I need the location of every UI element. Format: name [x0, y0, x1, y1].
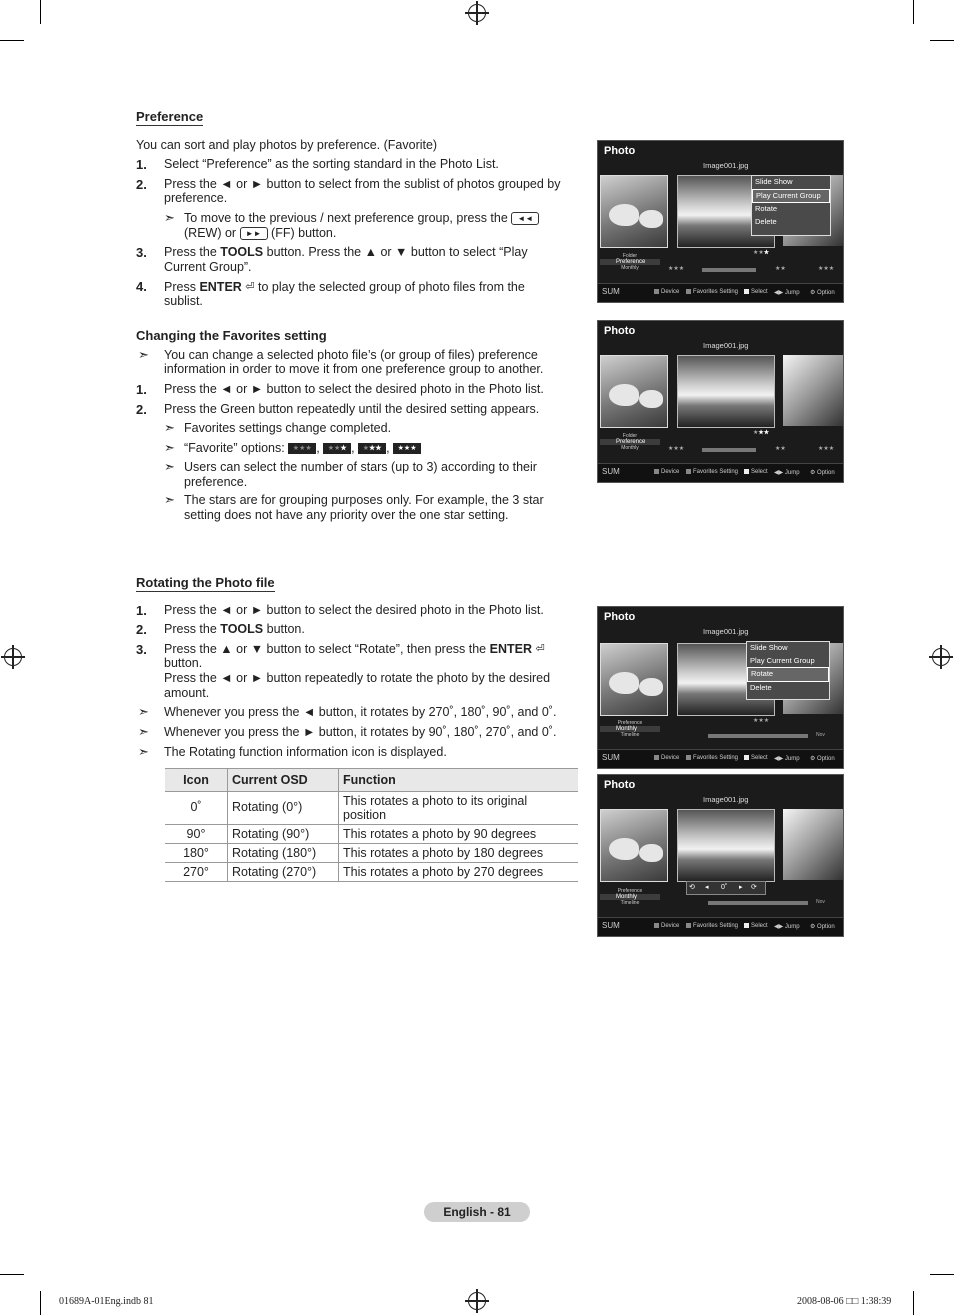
registration-mark-icon: [932, 648, 950, 666]
crop-mark: [930, 1274, 954, 1275]
favorites-sub-3: Users can select the number of stars (up to 3) according to their: [184, 460, 537, 474]
sort-list: Folder Preference Monthly: [600, 253, 660, 271]
step-number: 1.: [136, 603, 147, 618]
table-cell: 270°: [165, 863, 228, 882]
step-number: 1.: [136, 382, 147, 397]
star-rating-icon: ★★★: [753, 250, 770, 256]
stars-2-icon: ★★★: [358, 443, 386, 454]
group-slider[interactable]: [702, 268, 756, 272]
star-rating-icon: ★★★: [753, 718, 770, 724]
tools-popup-menu[interactable]: [746, 641, 830, 700]
preference-step-2-cont: preference.: [164, 191, 228, 205]
rotating-note-2: Whenever you press the ► button, it rotates by 90˚, 180˚, 270˚, and 0˚.: [164, 725, 557, 739]
table-header-row: [165, 769, 578, 792]
table-row: [165, 792, 578, 825]
photo-preview: [677, 355, 775, 428]
rotating-step-3-cont3: amount.: [164, 686, 210, 700]
preference-step-1: Select “Preference” as the sorting standard in the Photo List.: [164, 157, 499, 171]
menu-item-rotate[interactable]: Rotate: [747, 667, 829, 682]
star-group-icon: ★★: [775, 266, 786, 272]
registration-mark-icon: [468, 1292, 486, 1310]
table-header: Icon: [165, 769, 228, 792]
print-slug-right: 2008-08-06 □□ 1:38:39: [797, 1296, 892, 1307]
photo-thumbnail: [600, 355, 668, 428]
screen-title: Photo: [604, 145, 636, 157]
crop-mark: [40, 0, 41, 24]
star-group-icon: ★★★: [668, 266, 685, 272]
tools-popup-menu[interactable]: [751, 175, 831, 236]
sort-item-selected[interactable]: Monthly: [600, 894, 660, 900]
tv-screen-rotate-menu: [597, 606, 844, 769]
note-arrow-icon: ➣: [164, 210, 175, 225]
table-cell: 90°: [165, 825, 228, 844]
step-number: 1.: [136, 157, 147, 172]
favorites-note: You can change a selected photo file’s (or group of files) preference: [164, 348, 538, 362]
preference-step-3-cont: Current Group”.: [164, 260, 252, 274]
file-name: Image001.jpg: [703, 341, 749, 350]
rotating-step-3-cont: button.: [164, 656, 203, 670]
favorites-sub-4: The stars are for grouping purposes only. For example, the 3 star: [184, 493, 544, 507]
menu-item-slide-show[interactable]: Slide Show: [755, 177, 793, 186]
menu-item-delete[interactable]: Delete: [750, 682, 772, 692]
step-number: 3.: [136, 642, 147, 657]
sort-item-selected[interactable]: Monthly: [600, 726, 660, 732]
menu-item-delete[interactable]: Delete: [755, 216, 777, 226]
sort-list: Preference Monthly Timeline: [600, 888, 660, 906]
rotating-step-1: Press the ◄ or ► button to select the desired photo in the Photo list.: [164, 603, 544, 617]
screen-footer: SUM Device Favorites Setting Select ◀▶ Jump ⚙ Option: [598, 917, 843, 936]
note-arrow-icon: ➣: [164, 420, 175, 435]
table-cell: This rotates a photo to its original position: [339, 792, 579, 825]
crop-mark: [930, 40, 954, 41]
favorites-sub-4-cont: setting does not have any priority over the one star setting.: [184, 508, 509, 522]
menu-item-slide-show[interactable]: Slide Show: [750, 643, 788, 652]
preference-step-4: Press ENTER ⏎ to play the selected group of photo files from the: [164, 280, 525, 294]
screen-title: Photo: [604, 611, 636, 623]
table-header: Function: [339, 769, 579, 792]
arrow-left-icon: ◂: [705, 884, 709, 891]
note-arrow-icon: ➣: [138, 347, 149, 362]
tv-screen-preference: [597, 320, 844, 483]
star-group-icon: ★★★: [818, 446, 835, 452]
stars-1-icon: ★★★: [323, 443, 351, 454]
file-name: Image001.jpg: [703, 795, 749, 804]
preference-intro: You can sort and play photos by preference. (Favorite): [136, 138, 438, 152]
crop-mark: [0, 40, 24, 41]
rotating-note-1: Whenever you press the ◄ button, it rotates by 270˚, 180˚, 90˚, and 0˚.: [164, 705, 557, 719]
sort-item-selected[interactable]: Preference: [600, 439, 660, 445]
menu-item-play-current-group[interactable]: Play Current Group: [752, 189, 830, 204]
preference-heading: Preference: [136, 109, 204, 124]
sort-list: Preference Monthly Timeline: [600, 720, 660, 738]
rotating-step-3-cont2: Press the ◄ or ► button repeatedly to rotate the photo by the desired: [164, 671, 551, 685]
stars-3-icon: ★★★: [393, 443, 421, 454]
rotate-right-icon[interactable]: ⟳: [751, 884, 757, 891]
preference-step-4-cont: sublist.: [164, 294, 203, 308]
note-arrow-icon: ➣: [138, 724, 149, 739]
table-cell: This rotates a photo by 180 degrees: [339, 844, 579, 863]
star-group-icon: ★★★: [668, 446, 685, 452]
screen-footer: SUM Device Favorites Setting Select ◀▶ Jump ⚙ Option: [598, 463, 843, 482]
favorites-heading: Changing the Favorites setting: [136, 328, 327, 343]
rotate-value: 0˚: [721, 884, 728, 891]
favorites-sub-1: Favorites settings change completed.: [184, 421, 392, 435]
tv-screen-rotate-osd: [597, 774, 844, 937]
photo-preview: [677, 809, 775, 882]
note-arrow-icon: ➣: [138, 704, 149, 719]
timeline-slider[interactable]: [708, 901, 808, 905]
crop-mark: [40, 1291, 41, 1315]
preference-step-2: Press the ◄ or ► button to select from the sublist of photos grouped by: [164, 177, 561, 191]
slider-label: Nov: [816, 732, 825, 738]
menu-item-rotate[interactable]: Rotate: [755, 204, 778, 213]
note-arrow-icon: ➣: [138, 744, 149, 759]
slider-label: Nov: [816, 899, 825, 905]
table-cell: This rotates a photo by 90 degrees: [339, 825, 579, 844]
favorites-sub-3-cont: preference.: [184, 475, 248, 489]
screen-footer: SUM Device Favorites Setting Select ◀▶ Jump ⚙ Option: [598, 283, 843, 302]
table-header: Current OSD: [228, 769, 339, 792]
crop-mark: [913, 0, 914, 24]
crop-mark: [913, 1291, 914, 1315]
sort-item-selected[interactable]: Preference: [600, 259, 660, 265]
screen-title: Photo: [604, 779, 636, 791]
rotate-left-icon[interactable]: ⟲: [689, 884, 695, 891]
tv-screen-preference-menu: [597, 140, 844, 303]
rotating-note-3: The Rotating function information icon is displayed.: [164, 745, 447, 759]
registration-mark-icon: [4, 648, 22, 666]
preference-note: To move to the previous / next preference group, press the ◄◄: [184, 211, 564, 226]
enter-icon: ⏎: [535, 643, 545, 656]
screen-footer: SUM Device Favorites Setting Select ◀▶ Jump ⚙ Option: [598, 749, 843, 768]
photo-thumbnail: [600, 643, 668, 716]
table-cell: Rotating (270°): [228, 863, 339, 882]
rotation-table: [165, 768, 578, 882]
timeline-slider[interactable]: [708, 734, 808, 738]
table-row: [165, 825, 578, 844]
table-cell: This rotates a photo by 270 degrees: [339, 863, 579, 882]
arrow-right-icon: ▸: [739, 884, 743, 891]
table-cell: Rotating (180°): [228, 844, 339, 863]
sort-list: Folder Preference Monthly: [600, 433, 660, 451]
step-number: 2.: [136, 177, 147, 192]
star-group-icon: ★★: [775, 446, 786, 452]
step-number: 4.: [136, 279, 147, 294]
favorites-step-1: Press the ◄ or ► button to select the desired photo in the Photo list.: [164, 382, 544, 396]
step-number: 3.: [136, 245, 147, 260]
photo-thumbnail: [600, 175, 668, 248]
registration-mark-icon: [468, 4, 486, 22]
menu-item-play-current-group[interactable]: Play Current Group: [750, 655, 815, 665]
rewind-button-icon: ◄◄: [511, 212, 539, 225]
fast-forward-button-icon: ►►: [240, 227, 268, 240]
page-number: English - 81: [424, 1202, 530, 1222]
note-arrow-icon: ➣: [164, 459, 175, 474]
step-number: 2.: [136, 402, 147, 417]
rotate-osd[interactable]: [686, 881, 766, 895]
file-name: Image001.jpg: [703, 161, 749, 170]
preference-note-cont: (REW) or ►► (FF) button.: [184, 226, 337, 240]
favorites-step-2: Press the Green button repeatedly until the desired setting appears.: [164, 402, 540, 416]
note-arrow-icon: ➣: [164, 492, 175, 507]
preference-step-3: Press the TOOLS button. Press the ▲ or ▼ button to select “Play: [164, 245, 528, 259]
star-rating-icon: ★★★: [753, 430, 770, 436]
table-cell: Rotating (90°): [228, 825, 339, 844]
table-cell: 180°: [165, 844, 228, 863]
file-name: Image001.jpg: [703, 627, 749, 636]
group-slider[interactable]: [702, 448, 756, 452]
photo-thumbnail: [783, 355, 843, 426]
rotating-step-2: Press the TOOLS button.: [164, 622, 305, 636]
step-number: 2.: [136, 622, 147, 637]
favorites-note-cont: information in order to move it from one preference group to another.: [164, 362, 544, 376]
stars-0-icon: ★★★: [288, 443, 316, 454]
photo-thumbnail: [783, 809, 843, 880]
screen-title: Photo: [604, 325, 636, 337]
table-row: [165, 844, 578, 863]
print-slug-left: 01689A-01Eng.indb 81: [59, 1296, 154, 1307]
table-row: [165, 863, 578, 882]
table-cell: 0˚: [165, 792, 228, 825]
star-group-icon: ★★★: [818, 266, 835, 272]
table-cell: Rotating (0°): [228, 792, 339, 825]
crop-mark: [0, 1274, 24, 1275]
favorites-sub-2: “Favorite” options: ★★★ , ★★★ , ★★★ , ★★★: [184, 441, 421, 456]
rotating-step-3: Press the ▲ or ▼ button to select “Rotate”, then press the ENTER ⏎: [164, 642, 545, 656]
enter-icon: ⏎: [245, 281, 255, 294]
rotating-heading: Rotating the Photo file: [136, 575, 275, 590]
note-arrow-icon: ➣: [164, 440, 175, 455]
photo-thumbnail: [600, 809, 668, 882]
